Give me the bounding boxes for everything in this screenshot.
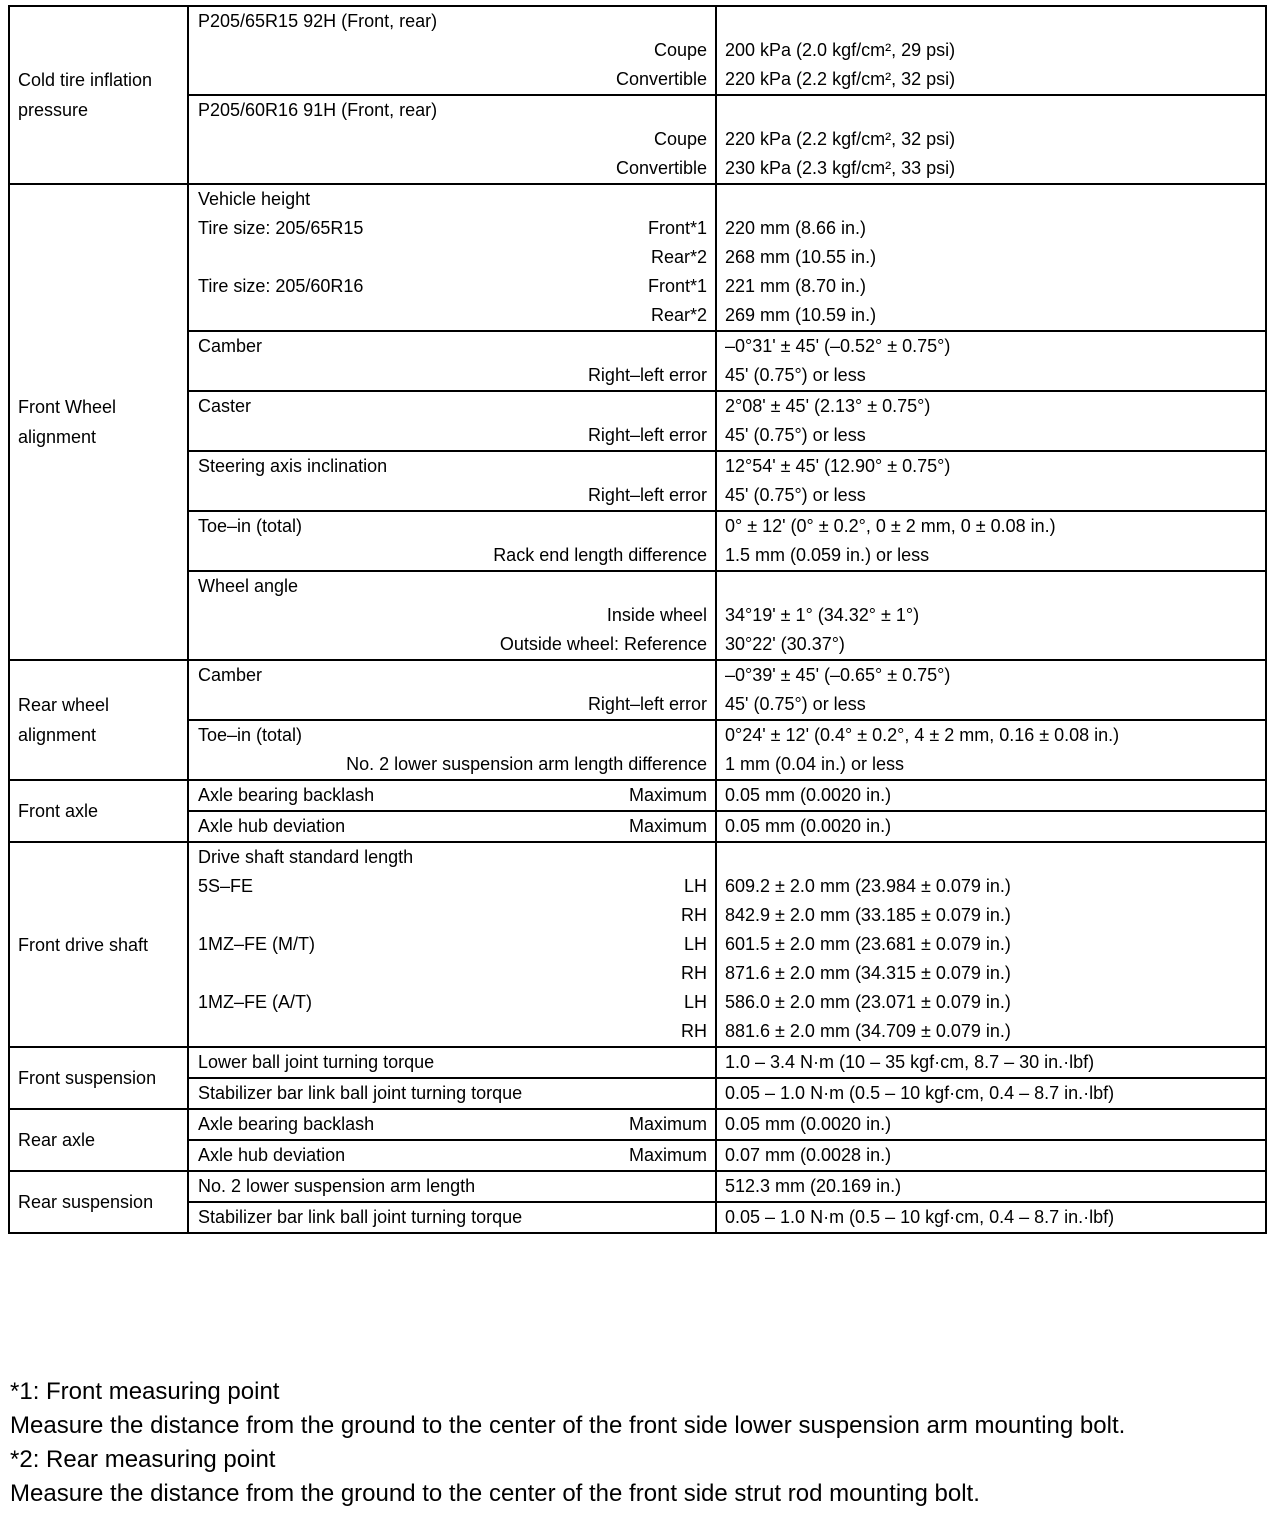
spec-condition: RH [681,1021,707,1041]
value-cell [716,1109,1266,1140]
spec-cell [188,1047,716,1078]
value-line: 0.07 mm (0.0028 in.) [725,1145,892,1165]
spec-item: Vehicle height [198,189,311,209]
value-line: 45' (0.75°) or less [725,425,866,445]
spec-item: Drive shaft standard length [198,847,414,867]
spec-line [198,601,707,630]
group-label [9,6,188,184]
table-row [9,842,1266,1047]
spec-item: Tire size: 205/65R15 [198,218,364,238]
spec-condition: Maximum [628,1145,707,1165]
table-row [9,1109,1266,1140]
spec-line [198,630,707,659]
value-cell [716,571,1266,660]
spec-line [198,541,707,570]
spec-line [198,301,707,330]
spec-line [198,36,707,65]
spec-condition: LH [683,934,707,954]
value-line: 220 mm (8.66 in.) [725,218,867,238]
value-cell [716,780,1266,811]
spec-line [198,1203,707,1232]
value-line: 0° ± 12' (0° ± 0.2°, 0 ± 2 mm, 0 ± 0.08 in.) [725,516,1056,536]
value-cell [716,511,1266,571]
value-line: 871.6 ± 2.0 mm (34.315 ± 0.079 in.) [725,963,1011,983]
value-line: 220 kPa (2.2 kgf/cm², 32 psi) [725,69,956,89]
table-row [9,660,1266,720]
value-cell [716,451,1266,511]
group-label-line: Cold tire inflation [18,70,153,90]
spec-cell [188,660,716,720]
spec-line [198,1172,707,1201]
spec-condition: LH [683,876,707,896]
spec-condition: Maximum [628,816,707,836]
spec-condition: Rear*2 [650,247,707,267]
spec-item: No. 2 lower suspension arm length [198,1176,476,1196]
value-cell [716,811,1266,842]
spec-cell [188,6,716,95]
value-cell [716,184,1266,331]
group-label-line: alignment [18,725,97,745]
value-line: 0°24' ± 12' (0.4° ± 0.2°, 4 ± 2 mm, 0.16 ± 0.08 in.) [725,725,1120,745]
value-line: 220 kPa (2.2 kgf/cm², 32 psi) [725,129,956,149]
value-line: 269 mm (10.59 in.) [725,305,877,325]
value-cell [716,95,1266,184]
table-row [9,451,1266,511]
spec-condition: Maximum [628,785,707,805]
spec-line [198,1110,707,1139]
table-row [9,1202,1266,1233]
group-label [9,1047,188,1109]
footnote-1-title: *1: Front measuring point [10,1378,280,1405]
spec-line [198,572,707,601]
group-label [9,1109,188,1171]
spec-condition: Inside wheel [606,605,707,625]
value-line: 2°08' ± 45' (2.13° ± 0.75°) [725,396,931,416]
spec-cell [188,331,716,391]
table-row [9,6,1266,95]
value-line [725,843,1257,872]
table-row [9,1171,1266,1202]
value-line: 0.05 – 1.0 N·m (0.5 – 10 kgf·cm, 0.4 – 8.7 in.·lbf) [725,1207,1115,1227]
spec-condition: Convertible [615,158,707,178]
footnotes [10,1375,1275,1511]
value-line: –0°39' ± 45' (–0.65° ± 0.75°) [725,665,951,685]
value-cell [716,660,1266,720]
value-cell [716,1202,1266,1233]
value-line: 30°22' (30.37°) [725,634,845,654]
value-line [725,7,1257,36]
table-row [9,571,1266,660]
spec-line [198,1079,707,1108]
value-line: 34°19' ± 1° (34.32° ± 1°) [725,605,920,625]
group-label-line: Rear wheel [18,695,110,715]
group-label [9,780,188,842]
spec-condition: Front*1 [647,218,707,238]
spec-item: 1MZ–FE (M/T) [198,934,315,954]
table-row [9,331,1266,391]
spec-condition: Coupe [653,40,707,60]
spec-cell [188,720,716,780]
spec-line [198,812,707,841]
table-row [9,95,1266,184]
spec-item: Toe–in (total) [198,516,303,536]
value-line [725,96,1257,125]
value-line: 45' (0.75°) or less [725,485,866,505]
spec-line [198,690,707,719]
table-row [9,184,1266,331]
spec-condition: Right–left error [587,485,707,505]
table-row [9,811,1266,842]
spec-item: 5S–FE [198,876,254,896]
spec-line [198,7,707,36]
table-row [9,1078,1266,1109]
spec-item: P205/60R16 91H (Front, rear) [198,100,438,120]
spec-line [198,1048,707,1077]
spec-item: Lower ball joint turning torque [198,1052,435,1072]
value-cell [716,6,1266,95]
spec-cell [188,780,716,811]
footnote-1-text: Measure the distance from the ground to the center of the front side lower suspension arm mounting bolt. [10,1412,1126,1439]
spec-condition: Right–left error [587,365,707,385]
value-line: 200 kPa (2.0 kgf/cm², 29 psi) [725,40,956,60]
spec-line [198,1141,707,1170]
spec-condition: Maximum [628,1114,707,1134]
value-line: 230 kPa (2.3 kgf/cm², 33 psi) [725,158,956,178]
spec-cell [188,95,716,184]
table-row [9,720,1266,780]
spec-line [198,214,707,243]
spec-item: Axle bearing backlash [198,785,375,805]
table-row [9,511,1266,571]
spec-condition: RH [681,963,707,983]
spec-line [198,392,707,421]
spec-line [198,901,707,930]
spec-item: Camber [198,336,263,356]
value-cell [716,1047,1266,1078]
spec-cell [188,451,716,511]
spec-cell [188,1140,716,1171]
spec-item: Camber [198,665,263,685]
spec-item: Steering axis inclination [198,456,388,476]
value-line: 0.05 mm (0.0020 in.) [725,785,892,805]
value-line: 221 mm (8.70 in.) [725,276,867,296]
spec-condition: Right–left error [587,694,707,714]
spec-item: Axle bearing backlash [198,1114,375,1134]
spec-line [198,843,707,872]
footnote-2-title: *2: Rear measuring point [10,1446,276,1473]
value-cell [716,331,1266,391]
spec-line [198,959,707,988]
spec-item: Wheel angle [198,576,299,596]
value-line: 1.5 mm (0.059 in.) or less [725,545,930,565]
spec-condition: Rack end length difference [493,545,707,565]
footnote-2-text: Measure the distance from the ground to the center of the front side strut rod mounting bolt. [10,1480,980,1507]
group-label-line: Front Wheel [18,397,117,417]
spec-line [198,930,707,959]
spec-cell [188,1171,716,1202]
spec-item: Axle hub deviation [198,816,346,836]
spec-line [198,96,707,125]
value-line: 0.05 mm (0.0020 in.) [725,816,892,836]
group-label-line: Front suspension [18,1068,157,1088]
group-label [9,1171,188,1233]
spec-condition: LH [683,992,707,1012]
spec-condition: Coupe [653,129,707,149]
spec-condition: Outside wheel: Reference [499,634,707,654]
spec-line [198,65,707,94]
spec-line [198,154,707,183]
value-line: 0.05 – 1.0 N·m (0.5 – 10 kgf·cm, 0.4 – 8.7 in.·lbf) [725,1083,1115,1103]
spec-line [198,125,707,154]
value-line: 601.5 ± 2.0 mm (23.681 ± 0.079 in.) [725,934,1011,954]
value-line: –0°31' ± 45' (–0.52° ± 0.75°) [725,336,951,356]
spec-line [198,272,707,301]
group-label-line: Front drive shaft [18,934,149,955]
value-line [725,185,1257,214]
value-line: 586.0 ± 2.0 mm (23.071 ± 0.079 in.) [725,992,1011,1012]
spec-line [198,872,707,901]
value-line [725,572,1257,601]
spec-line [198,750,707,779]
spec-line [198,781,707,810]
value-line: 45' (0.75°) or less [725,365,866,385]
group-label [9,660,188,780]
spec-line [198,1017,707,1046]
group-label [9,184,188,660]
spec-item: Stabilizer bar link ball joint turning torque [198,1083,523,1103]
value-cell [716,391,1266,451]
value-cell [716,1140,1266,1171]
group-label-line: pressure [18,100,89,120]
spec-condition: No. 2 lower suspension arm length difference [346,754,707,774]
spec-cell [188,184,716,331]
spec-line [198,361,707,390]
spec-line [198,512,707,541]
group-label-line: Rear suspension [18,1192,154,1212]
spec-item: Tire size: 205/60R16 [198,276,364,296]
group-label-line: Front axle [18,801,99,821]
group-label-line: alignment [18,427,97,447]
specification-table [8,5,1267,1234]
group-label-line: Rear axle [18,1130,96,1150]
spec-line [198,421,707,450]
value-cell [716,720,1266,780]
spec-line [198,185,707,214]
spec-item: 1MZ–FE (A/T) [198,992,313,1012]
table-row [9,1047,1266,1078]
spec-cell [188,1109,716,1140]
spec-line [198,332,707,361]
spec-item: Caster [198,396,252,416]
spec-condition: Front*1 [647,276,707,296]
spec-cell [188,1202,716,1233]
value-line: 1 mm (0.04 in.) or less [725,754,905,774]
spec-cell [188,842,716,1047]
value-line: 0.05 mm (0.0020 in.) [725,1114,892,1134]
value-line: 268 mm (10.55 in.) [725,247,877,267]
value-cell [716,842,1266,1047]
spec-condition: RH [681,905,707,925]
spec-item: Axle hub deviation [198,1145,346,1165]
spec-line [198,721,707,750]
value-cell [716,1078,1266,1109]
value-line: 1.0 – 3.4 N·m (10 – 35 kgf·cm, 8.7 – 30 in.·lbf) [725,1052,1095,1072]
value-line: 12°54' ± 45' (12.90° ± 0.75°) [725,456,951,476]
value-cell [716,1171,1266,1202]
value-line: 609.2 ± 2.0 mm (23.984 ± 0.079 in.) [725,876,1011,896]
spec-cell [188,511,716,571]
value-line: 512.3 mm (20.169 in.) [725,1176,902,1196]
spec-condition: Right–left error [587,425,707,445]
spec-line [198,661,707,690]
spec-item: Toe–in (total) [198,725,303,745]
table-row [9,1140,1266,1171]
spec-cell [188,1078,716,1109]
spec-line [198,988,707,1017]
value-line: 45' (0.75°) or less [725,694,866,714]
value-line: 881.6 ± 2.0 mm (34.709 ± 0.079 in.) [725,1021,1011,1041]
group-label [9,842,188,1047]
spec-condition: Convertible [615,69,707,89]
spec-line [198,452,707,481]
table-row [9,780,1266,811]
value-line: 842.9 ± 2.0 mm (33.185 ± 0.079 in.) [725,905,1011,925]
spec-condition: Rear*2 [650,305,707,325]
spec-line [198,243,707,272]
spec-cell [188,571,716,660]
spec-cell [188,811,716,842]
table-row [9,391,1266,451]
spec-cell [188,391,716,451]
spec-line [198,481,707,510]
spec-item: P205/65R15 92H (Front, rear) [198,11,438,31]
spec-item: Stabilizer bar link ball joint turning torque [198,1207,523,1227]
